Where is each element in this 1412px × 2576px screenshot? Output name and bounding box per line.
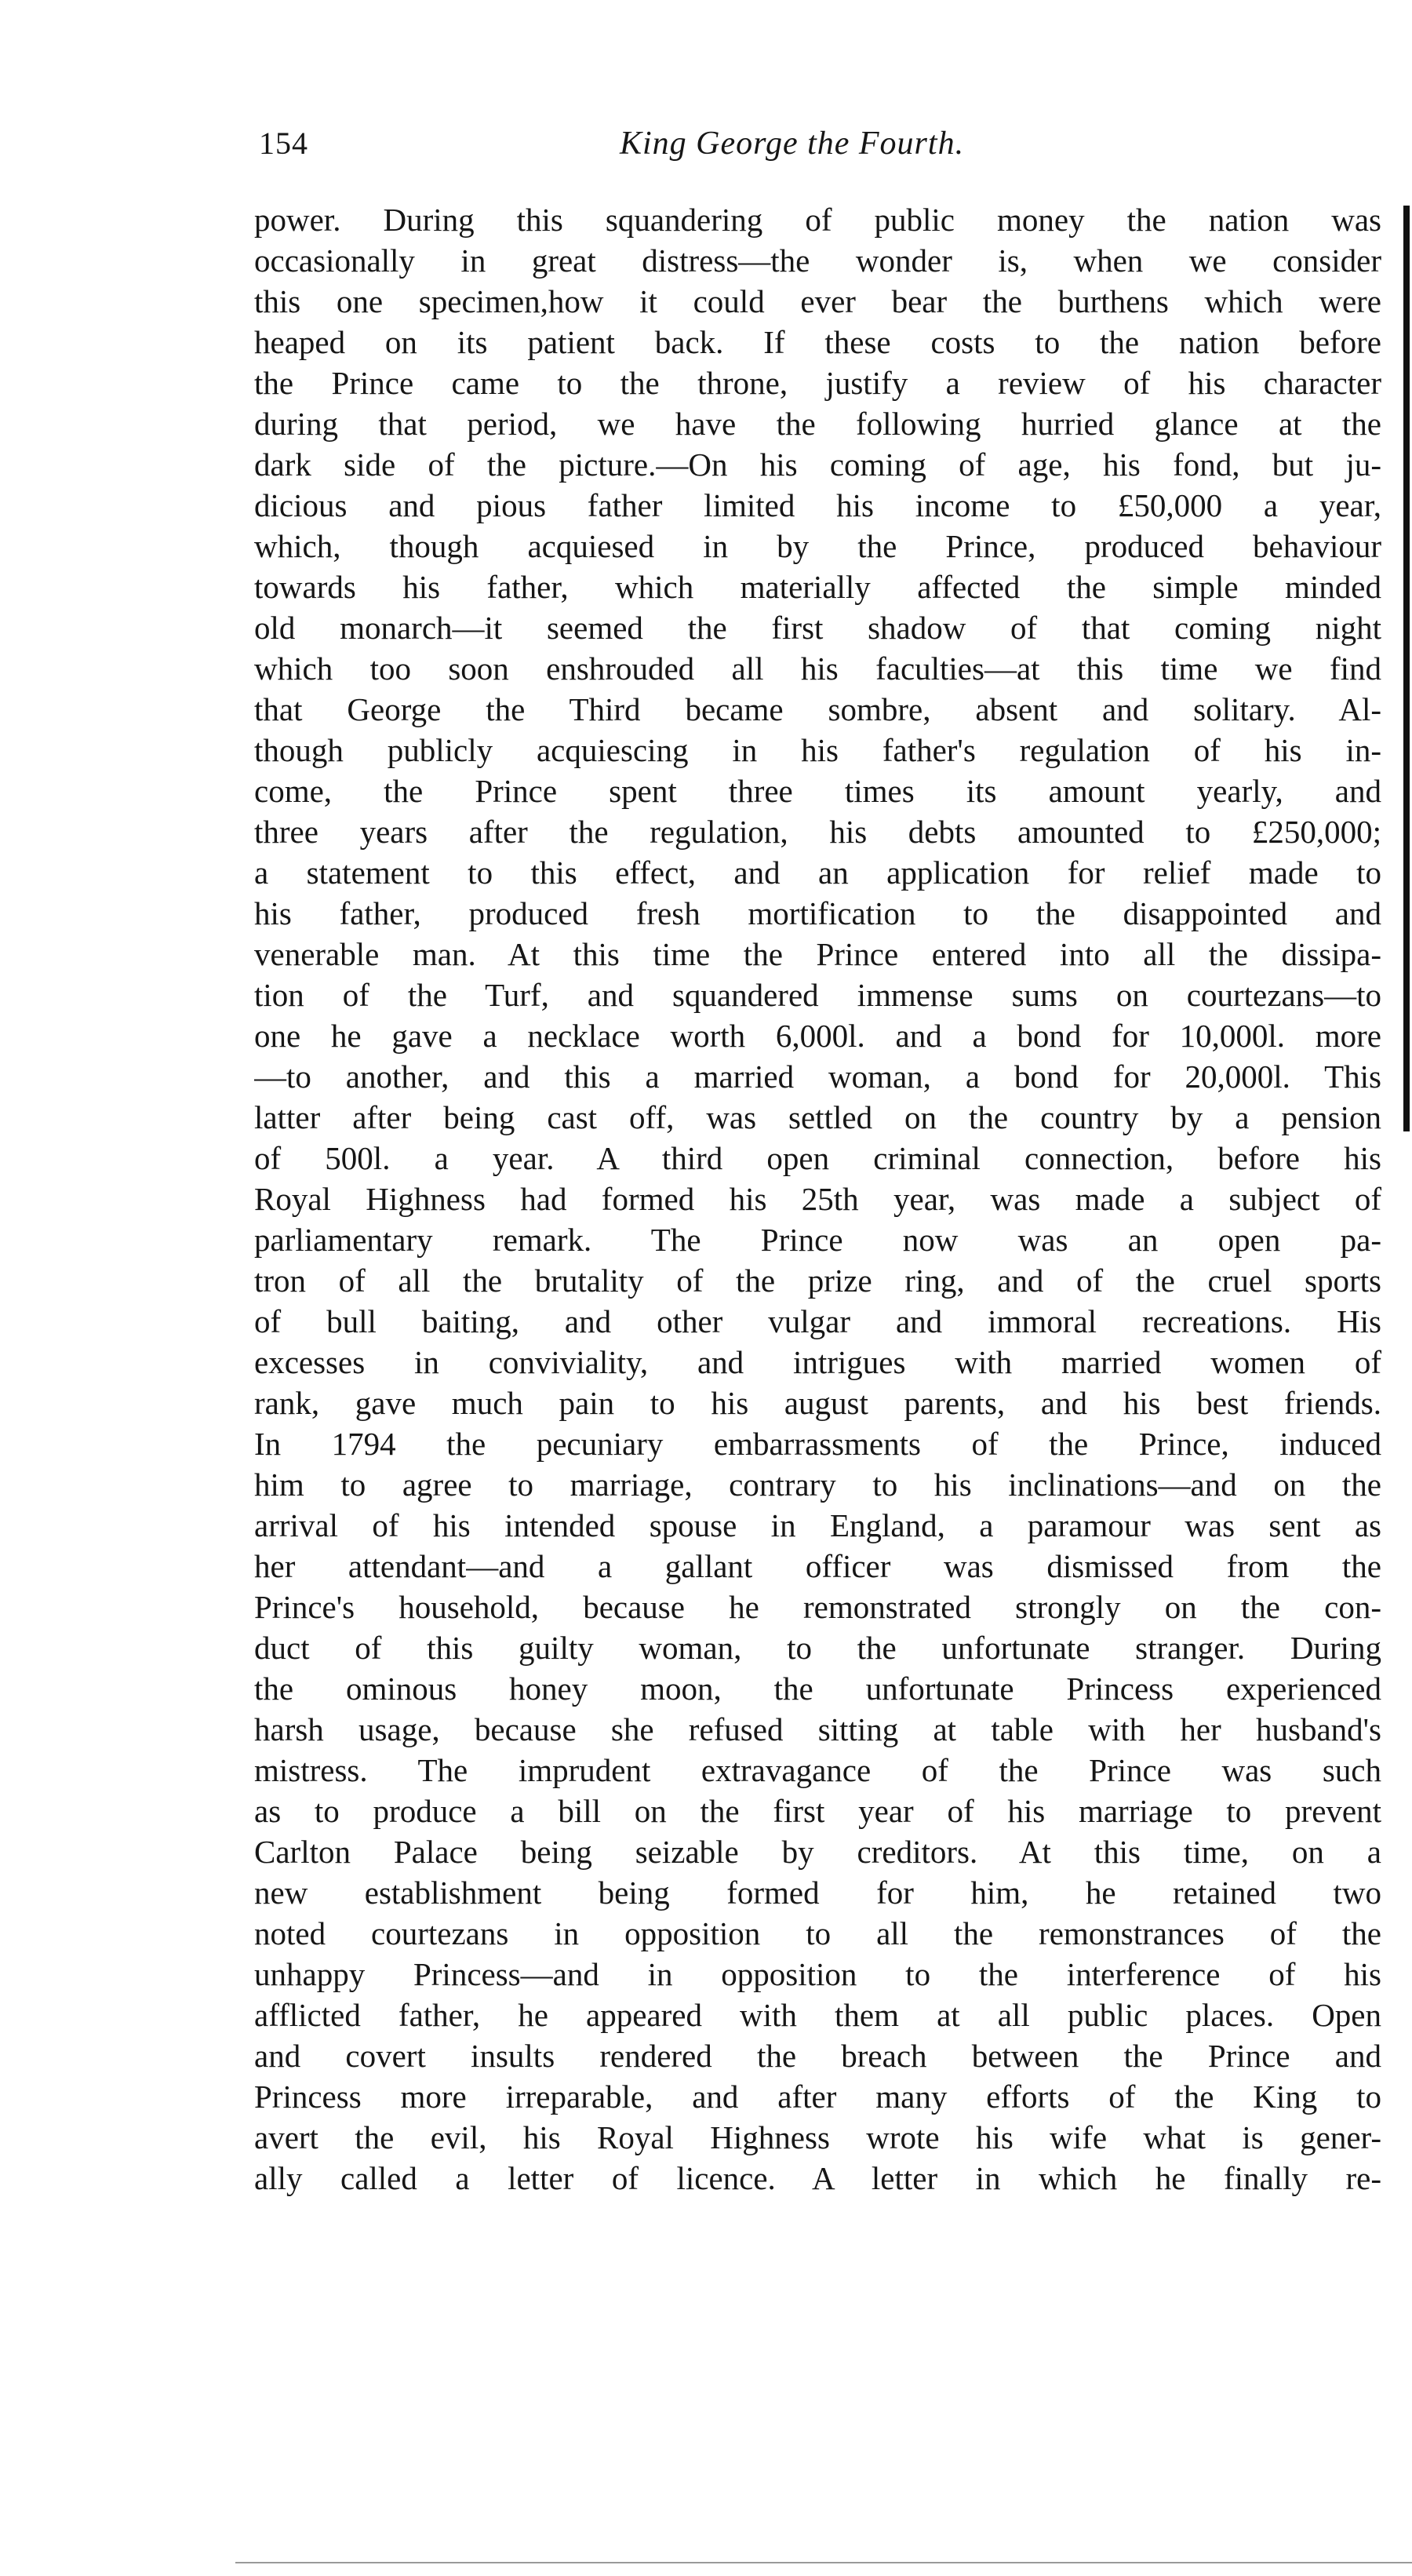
text-line: which too soon enshrouded all his faculties—at this time we find (254, 650, 1381, 687)
text-line: as to produce a bill on the first year of his marriage to prevent (254, 1793, 1381, 1829)
text-line: arrival of his intended spouse in England, a paramour was sent as (254, 1507, 1381, 1543)
text-line: rank, gave much pain to his august parents, and his best friends. (254, 1385, 1381, 1421)
text-line: a statement to this effect, and an application for relief made to (254, 854, 1381, 891)
text-line: Carlton Palace being seizable by creditors. At this time, on a (254, 1834, 1381, 1870)
text-line: and covert insults rendered the breach between the Prince and (254, 2038, 1381, 2074)
text-line: Royal Highness had formed his 25th year, was made a subject of (254, 1181, 1381, 1217)
text-line: of 500l. a year. A third open criminal connection, before his (254, 1140, 1381, 1176)
text-line: unhappy Princess—and in opposition to the interference of his (254, 1956, 1381, 1992)
text-line: Princess more irreparable, and after many efforts of the King to (254, 2079, 1381, 2115)
margin-rule (1403, 206, 1410, 1131)
text-line: In 1794 the pecuniary embarrassments of the Prince, induced (254, 1426, 1381, 1462)
text-line: latter after being cast off, was settled on the country by a pension (254, 1099, 1381, 1135)
text-line: this one specimen,how it could ever bear the burthens which were (254, 283, 1381, 319)
page-number: 154 (259, 126, 308, 161)
body-text (254, 199, 1381, 2199)
text-line: though publicly acquiescing in his father's regulation of his in- (254, 732, 1381, 768)
text-line: come, the Prince spent three times its amount yearly, and (254, 773, 1381, 809)
text-line: which, though acquiesed in by the Prince, produced behaviour (254, 528, 1381, 564)
text-line: venerable man. At this time the Prince entered into all the dissipa- (254, 936, 1381, 972)
text-line: mistress. The imprudent extravagance of the Prince was such (254, 1752, 1381, 1788)
text-line: towards his father, which materially affected the simple minded (254, 569, 1381, 605)
text-line: during that period, we have the following hurried glance at the (254, 406, 1381, 442)
text-line: noted courtezans in opposition to all the remonstrances of the (254, 1915, 1381, 1951)
text-line: heaped on its patient back. If these costs to the nation before (254, 324, 1381, 360)
text-line: afflicted father, he appeared with them at all public places. Open (254, 1997, 1381, 2033)
text-line: of bull baiting, and other vulgar and immoral recreations. His (254, 1303, 1381, 1339)
running-title: King George the Fourth. (620, 126, 965, 162)
text-line: him to agree to marriage, contrary to his inclinations—and on the (254, 1467, 1381, 1503)
text-line: his father, produced fresh mortification to the disappointed and (254, 895, 1381, 931)
text-line: dicious and pious father limited his income to £50,000 a year, (254, 487, 1381, 523)
text-line: tron of all the brutality of the prize ring, and of the cruel sports (254, 1262, 1381, 1299)
text-line: —to another, and this a married woman, a bond for 20,000l. This (254, 1058, 1381, 1095)
text-line: tion of the Turf, and squandered immense sums on courtezans—to (254, 977, 1381, 1013)
text-line: old monarch—it seemed the first shadow of that coming night (254, 610, 1381, 646)
text-line: ally called a letter of licence. A letter in which he finally re- (254, 2160, 1381, 2196)
text-line: dark side of the picture.—On his coming of age, his fond, but ju- (254, 446, 1381, 483)
text-line: duct of this guilty woman, to the unfortunate stranger. During (254, 1630, 1381, 1666)
text-line: one he gave a necklace worth 6,000l. and a bond for 10,000l. more (254, 1018, 1381, 1054)
text-line: Prince's household, because he remonstrated strongly on the con- (254, 1589, 1381, 1625)
text-line: that George the Third became sombre, absent and solitary. Al- (254, 691, 1381, 727)
text-line: occasionally in great distress—the wonder is, when we consider (254, 242, 1381, 279)
running-head (259, 124, 1059, 163)
text-line: new establishment being formed for him, he retained two (254, 1875, 1381, 1911)
text-line: her attendant—and a gallant officer was dismissed from the (254, 1548, 1381, 1584)
text-line: three years after the regulation, his debts amounted to £250,000; (254, 814, 1381, 850)
text-line: avert the evil, his Royal Highness wrote his wife what is gener- (254, 2119, 1381, 2155)
text-line: power. During this squandering of public money the nation was (254, 202, 1381, 238)
text-line: harsh usage, because she refused sitting at table with her husband's (254, 1711, 1381, 1747)
text-line: parliamentary remark. The Prince now was an open pa- (254, 1222, 1381, 1258)
text-line: the ominous honey moon, the unfortunate Princess experienced (254, 1671, 1381, 1707)
text-line: excesses in conviviality, and intrigues with married women of (254, 1344, 1381, 1380)
bottom-rule (235, 2562, 1412, 2563)
text-line: the Prince came to the throne, justify a review of his character (254, 365, 1381, 401)
